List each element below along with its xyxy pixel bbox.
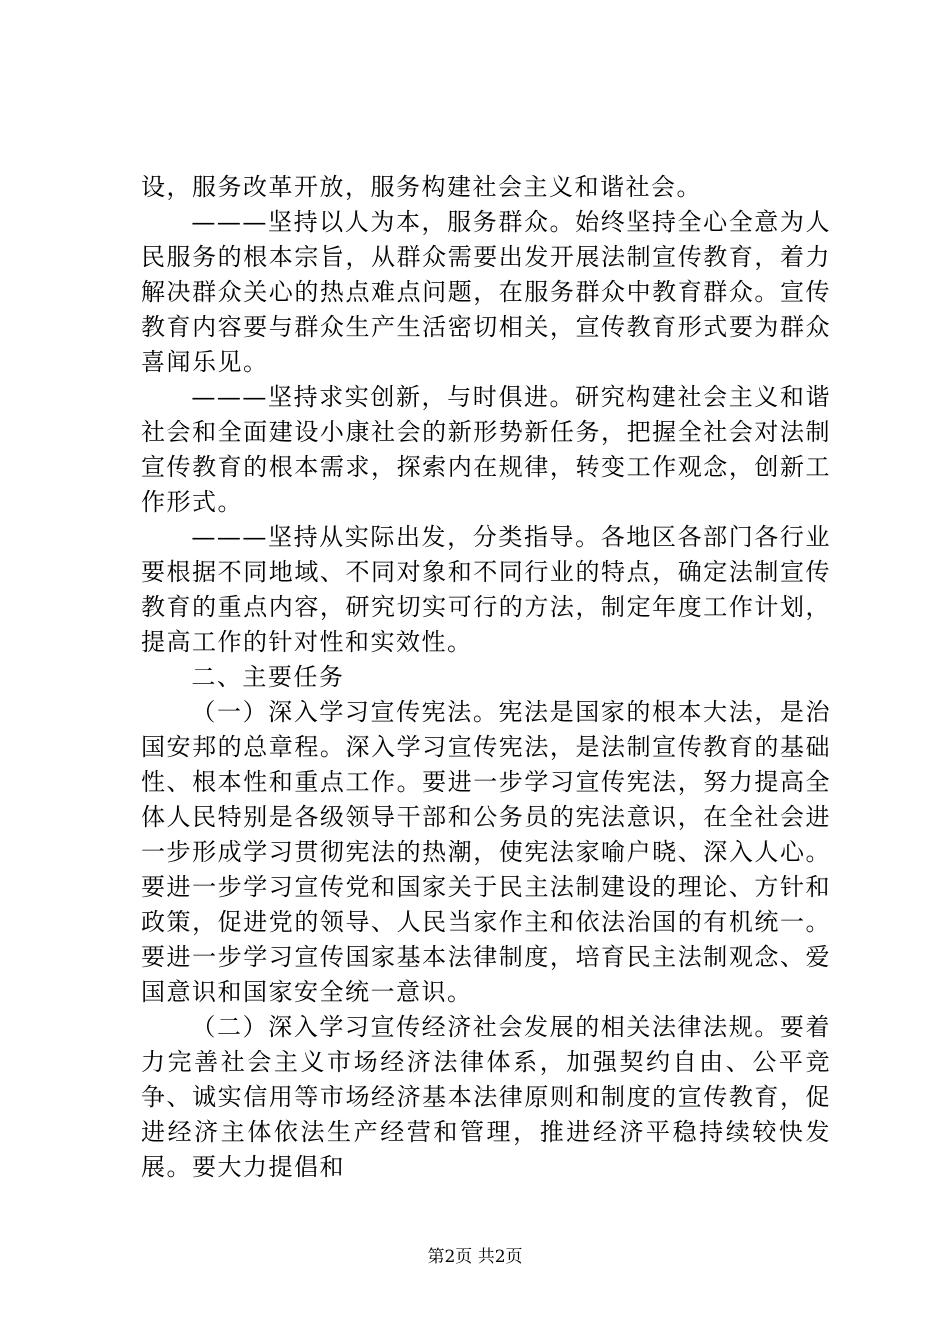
page-number: 第2页 共2页 bbox=[427, 1247, 523, 1267]
section-heading: 二、主要任务 bbox=[191, 663, 345, 691]
paragraph-4: ———坚持从实际出发，分类指导。各地区各部门各行业要根据不同地域、不同对象和不同行业的特点，确定法制宣传教育的重点内容，研究切实可行的方法，制定年度工作计划，提高工作的针对性和实效性。 bbox=[141, 523, 831, 656]
paragraph-3: ———坚持求实创新，与时俱进。研究构建社会主义和谐社会和全面建设小康社会的新形势新任务，把握全社会对法制宣传教育的根本需求，探索内在规律，转变工作观念，创新工作形式。 bbox=[141, 383, 831, 516]
paragraph-1: 设，服务改革开放，服务构建社会主义和谐社会。 bbox=[141, 173, 702, 201]
paragraph-7: （二）深入学习宣传经济社会发展的相关法律法规。要着力完善社会主义市场经济法律体系，加强契约自由、公平竞争、诚实信用等市场经济基本法律原则和制度的宣传教育，促进经济主体依法生产经营和管理，推进经济平稳持续较快发展。要大力提倡和 bbox=[141, 1013, 831, 1181]
paragraph-2: ———坚持以人为本，服务群众。始终坚持全心全意为人民服务的根本宗旨，从群众需要出发开展法制宣传教育，着力解决群众关心的热点难点问题，在服务群众中教育群众。宣传教育内容要与群众生产生活密切相关，宣传教育形式要为群众喜闻乐见。 bbox=[141, 208, 831, 376]
document-body bbox=[141, 170, 831, 1185]
paragraph-6: （一）深入学习宣传宪法。宪法是国家的根本大法，是治国安邦的总章程。深入学习宣传宪法，是法制宣传教育的基础性、根本性和重点工作。要进一步学习宣传宪法，努力提高全体人民特别是各级领导干部和公务员的宪法意识，在全社会进一步形成学习贯彻宪法的热潮，使宪法家喻户晓、深入人心。要进一步学习宣传党和国家关于民主法制建设的理论、方针和政策，促进党的领导、人民当家作主和依法治国的有机统一。要进一步学习宣传国家基本法律制度，培育民主法制观念、爱国意识和国家安全统一意识。 bbox=[141, 698, 831, 1006]
